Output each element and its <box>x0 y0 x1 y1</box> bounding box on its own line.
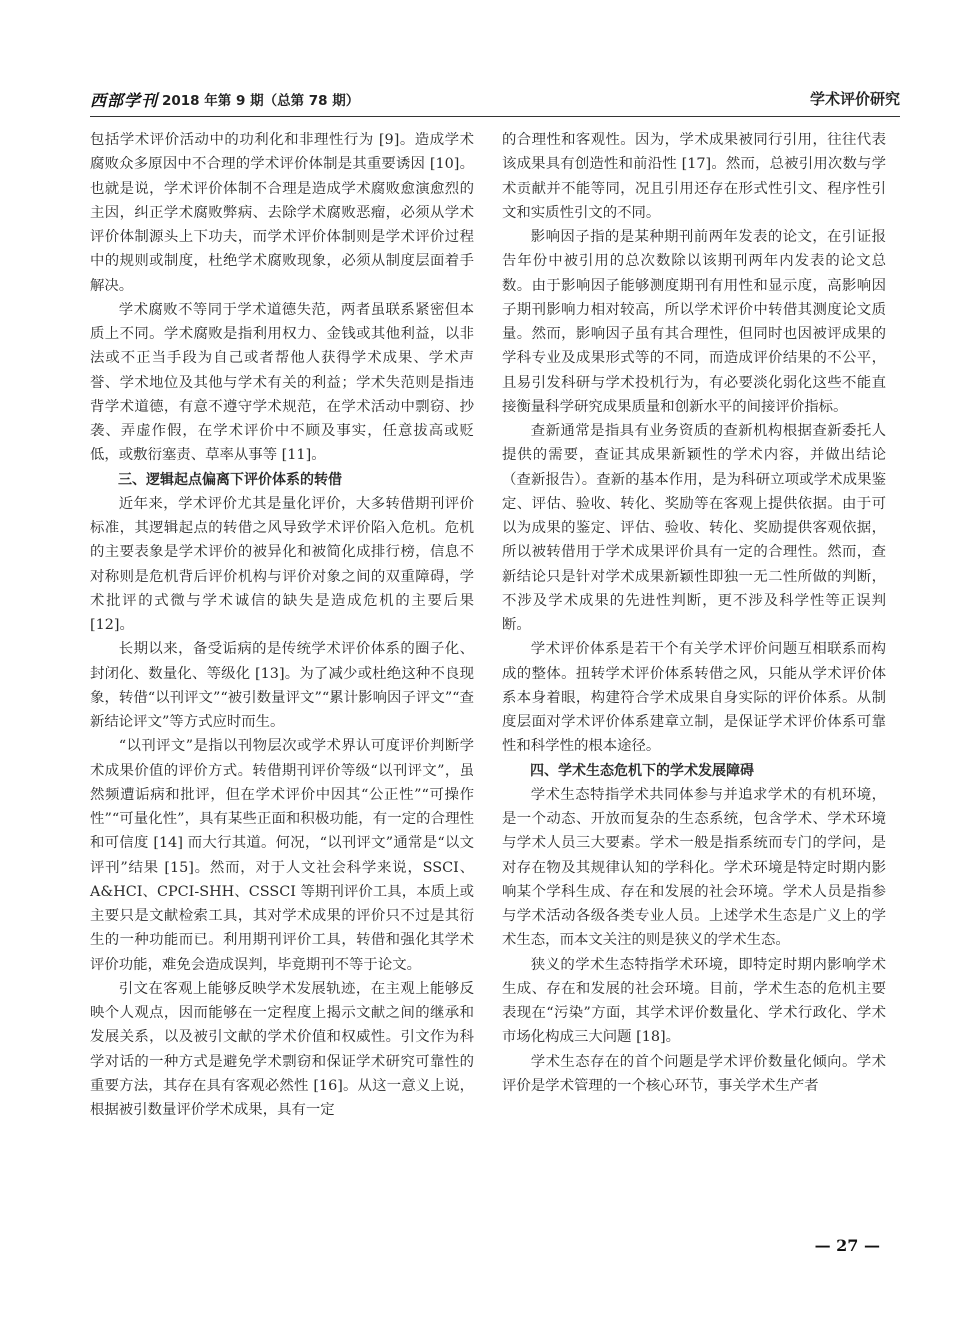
header-rule <box>90 116 900 117</box>
left-column <box>90 128 474 1122</box>
paragraph: 引文在客观上能够反映学术发展轨迹，在主观上能够反映个人观点，因而能够在一定程度上揭示文献之间的继承和发展关系，以及被引文献的学术价值和权威性。引文作为科学对话的一种方式是避免学术剽窃和保证学术研究可靠性的重要方法，其存在具有客观必然性 [16]。从这一意义上说，根据被引数量评价学术成果，具有一定 <box>90 980 474 1118</box>
right-column <box>502 128 886 1098</box>
issue-info: 2018 年第 9 期（总第 78 期） <box>162 93 360 109</box>
paragraph: 学术腐败不等同于学术道德失范，两者虽联系紧密但本质上不同。学术腐败是指利用权力、金钱或其他利益，以非法或不正当手段为自己或者帮他人获得学术成果、学术声誉、学术地位及其他与学术有关的利益；学术失范则是指违背学术道德，有意不遵守学术规范，在学术活动中剽窃、抄袭、弄虚作假，在学术评价中不顾及事实，任意拔高或贬低，或敷衍塞责、草率从事等 [11]。 <box>90 301 474 464</box>
running-header <box>90 84 900 114</box>
paragraph: 的合理性和客观性。因为，学术成果被同行引用，往往代表该成果具有创造性和前沿性 [17]。然而，总被引用次数与学术贡献并不能等同，况且引用还存在形式性引文、程序性引文和实质性引文的不同。 <box>502 132 886 221</box>
paragraph: 学术生态存在的首个问题是学术评价数量化倾向。学术评价是学术管理的一个核心环节，事关学术生产者 <box>502 1053 886 1094</box>
paragraph: 影响因子指的是某种期刊前两年发表的论文，在引证报告年份中被引用的总次数除以该期刊两年内发表的论文总数。由于影响因子能够测度期刊有用性和显示度，高影响因子期刊影响力相对较高，所以学术评价中转借其测度论文质量。然而，影响因子虽有其合理性，但同时也因被评成果的学科专业及成果形式等的不同，而造成评价结果的不公平，且易引发科研与学术投机行为，有必要淡化弱化这些不能直接衡量科学研究成果质量和创新水平的间接评价指标。 <box>502 229 886 415</box>
paragraph: 包括学术评价活动中的功利化和非理性行为 [9]。造成学术腐败众多原因中不合理的学术评价体制是其重要诱因 [10]。也就是说，学术评价体制不合理是造成学术腐败愈演愈烈的主因，纠正学术腐败弊病、去除学术腐败恶瘤，必须从学术评价体制源头上下功夫，而学术评价体制则是学术评价过程中的规则或制度，杜绝学术腐败现象，必须从制度层面着手解决。 <box>90 132 474 294</box>
paragraph: 长期以来，备受诟病的是传统学术评价体系的圈子化、封闭化、数量化、等级化 [13]。为了减少或杜绝这种不良现象，转借“以刊评文”“被引数量评文”“累计影响因子评文”“查新结论评文”等方式应时而生。 <box>90 641 474 730</box>
journal-name: 西部学刊 <box>90 91 159 110</box>
paragraph: 近年来，学术评价尤其是量化评价，大多转借期刊评价标准，其逻辑起点的转借之风导致学术评价陷入危机。危机的主要表象是学术评价的被异化和被简化成排行榜，信息不对称则是危机背后评价机构与评价对象之间的双重障碍，学术批评的式微与学术诚信的缺失是造成危机的主要后果 [12]。 <box>90 495 474 633</box>
page-number: — 27 — <box>814 1236 880 1255</box>
paragraph: 狭义的学术生态特指学术环境，即特定时期内影响学术生成、存在和发展的社会环境。目前，学术生态的危机主要表现在“污染”方面，其学术评价数量化、学术行政化、学术市场化构成三大问题 [18]。 <box>502 956 886 1046</box>
section-title: 学术评价研究 <box>809 90 900 108</box>
section-heading: 四、学术生态危机下的学术发展障碍 <box>530 762 754 779</box>
section-heading: 三、逻辑起点偏离下评价体系的转借 <box>118 471 342 488</box>
paragraph: 学术生态特指学术共同体参与并追求学术的有机环境，是一个动态、开放而复杂的生态系统，包含学术、学术环境与学术人员三大要素。学术一般是指系统而专门的学问，是对存在物及其规律认知的学科化。学术环境是特定时期内影响某个学科生成、存在和发展的社会环境。学术人员是指参与学术活动各级各类专业人员。上述学术生态是广义上的学术生态，而本文关注的则是狭义的学术生态。 <box>502 786 886 949</box>
paragraph: 学术评价体系是若干个有关学术评价问题互相联系而构成的整体。扭转学术评价体系转借之风，只能从学术评价体系本身着眼，构建符合学术成果自身实际的评价体系。从制度层面对学术评价体系建章立制，是保证学术评价体系可靠性和科学性的根本途径。 <box>502 641 886 755</box>
paragraph: “以刊评文”是指以刊物层次或学术界认可度评价判断学术成果价值的评价方式。转借期刊评价等级“以刊评文”，虽然频遭诟病和批评，但在学术评价中因其“公正性”“可操作性”“可量化性”，具有某些正面和积极功能，有一定的合理性和可信度 [14] 而大行其道。何况，“以刊评文”通常是“以文评刊”结果 [15]。然而，对于人文社会科学来说，SSCI、A&HCI、CPCI-SHH、CSSCI 等期刊评价工具，本质上或主要只是文献检索工具，其对学术成果的评价只不过是其衍生的一种功能而已。利用期刊评价工具，转借和强化其学术评价功能，难免会造成误判，毕竟期刊不等于论文。 <box>90 738 474 973</box>
paragraph: 查新通常是指具有业务资质的查新机构根据查新委托人提供的需要，查证其成果新颖性的学术内容，并做出结论（查新报告）。查新的基本作用，是为科研立项或学术成果鉴定、评估、验收、转化、奖励等在客观上提供依据。由于可以为成果的鉴定、评估、验收、转化、奖励提供客观依据，所以被转借用于学术成果评价具有一定的合理性。然而，查新结论只是针对学术成果新颖性即独一无二性所做的判断，不涉及学术成果的先进性判断，更不涉及科学性等正误判断。 <box>502 423 886 633</box>
